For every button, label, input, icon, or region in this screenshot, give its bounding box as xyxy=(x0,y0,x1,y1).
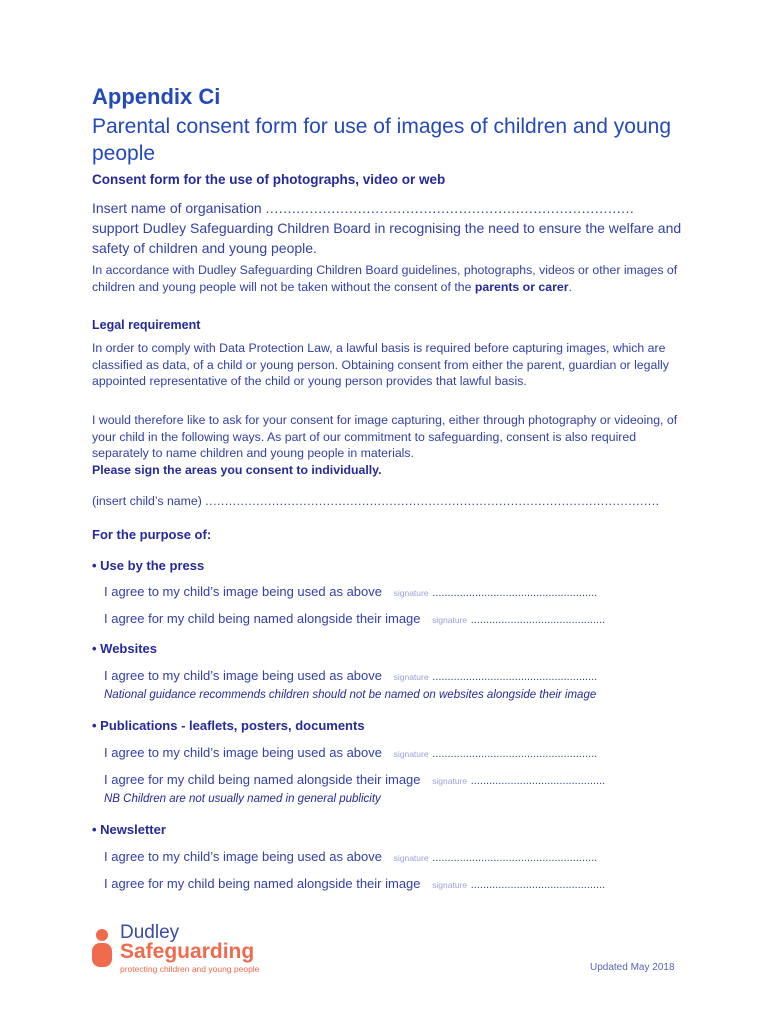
press-image-consent-row xyxy=(104,584,597,599)
consent-ask-text: I would therefore like to ask for your consent for image capturing, either through photography or videoing, of your child in the following ways. As part of our commitment to safeguarding, consent is also required separately to name children and young people in materials. xyxy=(92,413,678,460)
organisation-field[interactable]: .................................................................................... xyxy=(265,200,635,216)
consent-heading: Consent form for the use of photographs, video or web xyxy=(92,172,446,187)
organisation-label: Insert name of organisation xyxy=(92,200,262,216)
guidelines-text: In accordance with Dudley Safeguarding Children Board guidelines, photographs, videos or other images of children and young people will not be taken without the consent of the xyxy=(92,263,678,294)
publications-image-consent-row xyxy=(104,745,597,760)
consent-ask-paragraph xyxy=(92,412,682,478)
newsletter-image-consent-text: I agree to my child’s image being used as above xyxy=(104,849,382,864)
logo-line1: Dudley xyxy=(120,922,180,943)
child-name-label: (insert child’s name) xyxy=(92,494,202,508)
child-name-row xyxy=(92,494,682,508)
websites-image-consent-text: I agree to my child’s image being used as above xyxy=(104,668,382,683)
section-heading-publications: • Publications - leaflets, posters, documents xyxy=(92,718,365,733)
press-name-consent-text: I agree for my child being named alongside their image xyxy=(104,611,421,626)
intro-paragraph xyxy=(92,198,682,258)
press-name-signature-field[interactable]: ............................................ xyxy=(470,614,606,626)
press-name-consent-row xyxy=(104,611,605,626)
guidelines-paragraph xyxy=(92,262,682,295)
section-heading-websites: • Websites xyxy=(92,641,157,656)
dudley-safeguarding-logo xyxy=(90,922,290,978)
logo-tagline: protecting children and young people xyxy=(120,964,260,974)
websites-image-signature-field[interactable]: ...................................................... xyxy=(432,671,598,683)
press-image-signature-field[interactable]: ...................................................... xyxy=(432,587,598,599)
signature-label: signature xyxy=(432,880,468,890)
consent-instruction: Please sign the areas you consent to individually. xyxy=(92,462,382,477)
newsletter-name-signature-field[interactable]: ............................................ xyxy=(470,879,606,891)
websites-note: National guidance recommends children should not be named on websites alongside their image xyxy=(104,689,597,701)
newsletter-image-consent-row xyxy=(104,849,597,864)
section-heading-newsletter: • Newsletter xyxy=(92,822,166,837)
updated-date: Updated May 2018 xyxy=(590,962,675,973)
publications-image-signature-field[interactable]: ...................................................... xyxy=(432,748,598,760)
signature-label: signature xyxy=(393,588,429,598)
press-image-consent-text: I agree to my child’s image being used as above xyxy=(104,584,382,599)
page-subtitle: Parental consent form for use of images of children and young people xyxy=(92,115,671,165)
logo-line2: Safeguarding xyxy=(120,940,255,963)
signature-label: signature xyxy=(393,853,429,863)
intro-text: support Dudley Safeguarding Children Board in recognising the need to ensure the welfare and safety of children and young people. xyxy=(92,220,682,256)
signature-label: signature xyxy=(393,749,429,759)
newsletter-name-consent-text: I agree for my child being named alongside their image xyxy=(104,876,421,891)
publications-name-consent-text: I agree for my child being named alongside their image xyxy=(104,772,421,787)
purpose-heading: For the purpose of: xyxy=(92,527,212,542)
section-heading-press: • Use by the press xyxy=(92,558,205,573)
publications-image-consent-text: I agree to my child’s image being used as above xyxy=(104,745,382,760)
newsletter-image-signature-field[interactable]: ...................................................... xyxy=(432,852,598,864)
child-name-field[interactable]: .................................................................................................................... xyxy=(205,494,660,508)
page-title: Appendix Ci xyxy=(92,84,221,109)
guidelines-bold: parents or carer xyxy=(474,279,569,294)
publications-note: NB Children are not usually named in general publicity xyxy=(104,793,381,805)
legal-paragraph: In order to comply with Data Protection Law, a lawful basis is required before capturing images, which are classified as data, of a child or young person. Obtaining consent from either the parent, guardian or legally appointed representative of the child or young person provides that lawful basis. xyxy=(92,341,669,388)
person-icon xyxy=(90,928,114,968)
newsletter-name-consent-row xyxy=(104,876,605,891)
publications-name-signature-field[interactable]: ............................................ xyxy=(470,775,606,787)
publications-name-consent-row xyxy=(104,772,605,787)
signature-label: signature xyxy=(393,672,429,682)
websites-image-consent-row xyxy=(104,668,597,683)
signature-label: signature xyxy=(432,776,468,786)
signature-label: signature xyxy=(432,615,468,625)
legal-heading: Legal requirement xyxy=(92,318,201,332)
guidelines-end: . xyxy=(568,279,572,294)
